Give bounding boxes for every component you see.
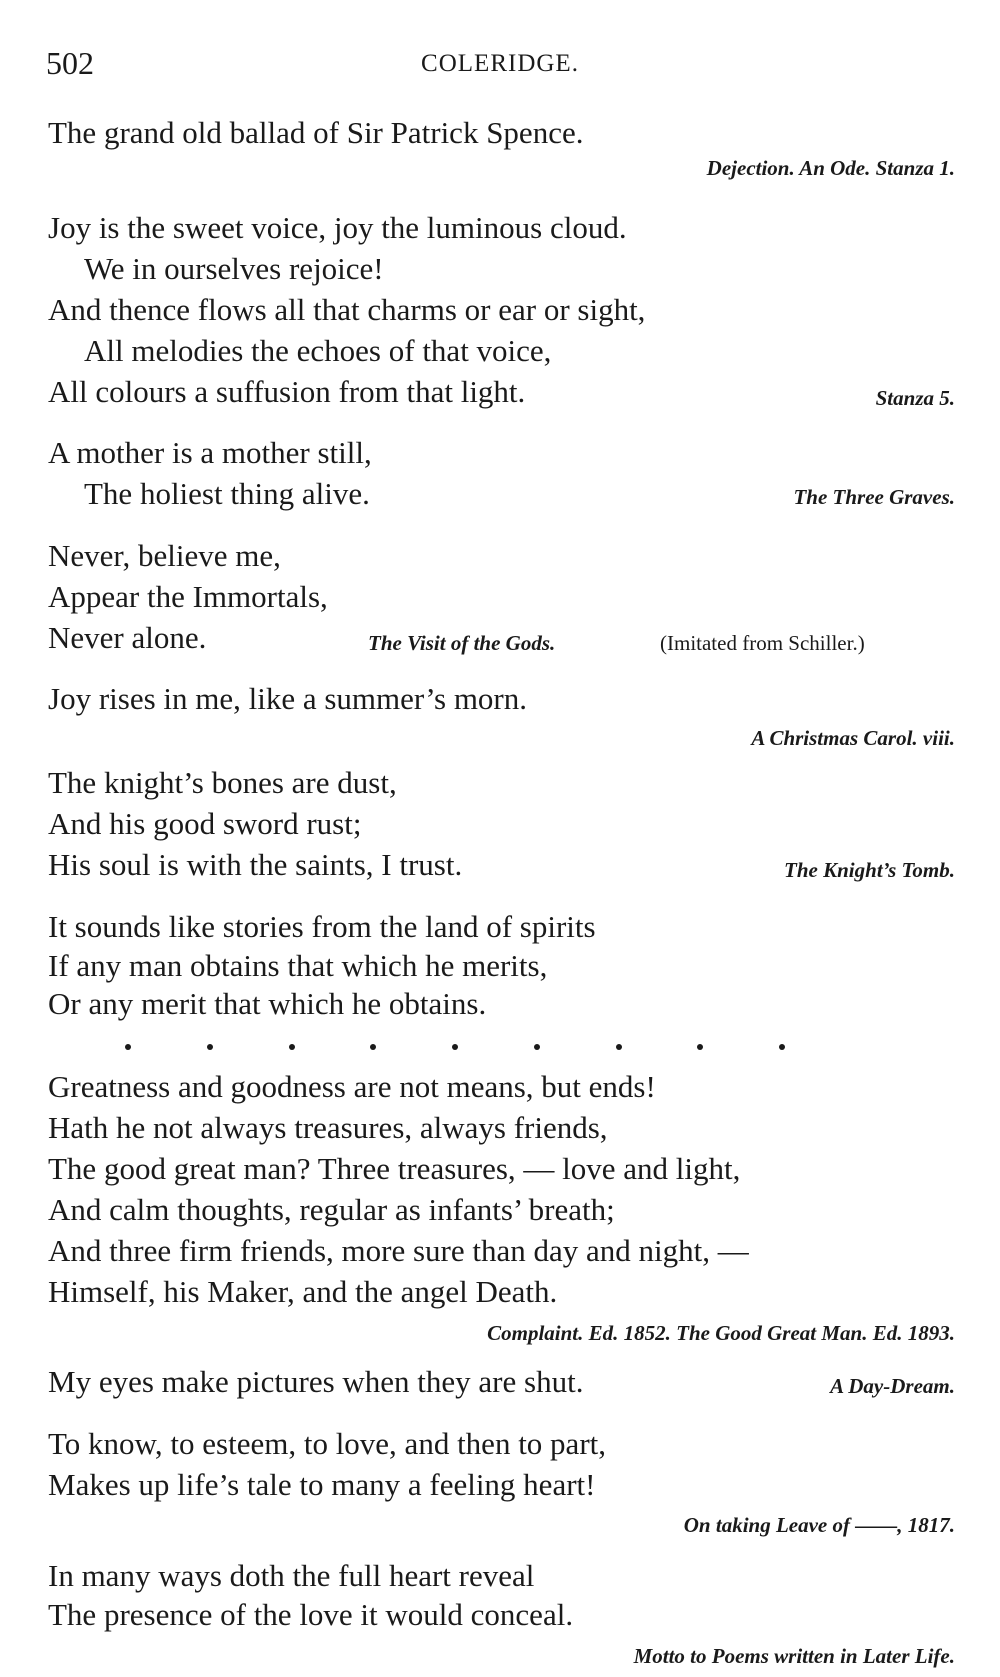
dot [125,1044,131,1050]
citation: Complaint. Ed. 1852. The Good Great Man. Ed. 1893. [487,1321,955,1345]
quote-line: It sounds like stories from the land of spirits [48,909,596,944]
quote-line: Joy rises in me, like a summer’s morn. [48,681,528,716]
dot [452,1044,458,1050]
citation: A Christmas Carol. viii. [751,726,955,750]
quote-line: The holiest thing alive. [84,476,370,511]
dot [697,1044,703,1050]
quote-line: All melodies the echoes of that voice, [84,333,552,368]
dot [534,1044,540,1050]
quote-line: The knight’s bones are dust, [48,765,397,800]
quote-line: In many ways doth the full heart reveal [48,1558,535,1593]
dot [370,1044,376,1050]
quote-line: If any man obtains that which he merits, [48,948,548,983]
page-number: 502 [46,45,94,81]
quote-line: The grand old ballad of Sir Patrick Spence. [48,115,584,150]
citation: A Day-Dream. [830,1374,955,1398]
quote-line: Appear the Immortals, [48,579,328,614]
quote-line: And his good sword rust; [48,806,362,841]
quote-line: And three firm friends, more sure than day and night, — [48,1233,749,1268]
citation: The Three Graves. [793,485,955,509]
quote-line: And calm thoughts, regular as infants’ breath; [48,1192,615,1227]
quote-line: The presence of the love it would conceal. [48,1597,574,1632]
quote-line: And thence flows all that charms or ear or sight, [48,292,646,327]
quote-line: All colours a suffusion from that light. [48,374,526,409]
citation: Stanza 5. [875,386,955,410]
quote-line: Makes up life’s tale to many a feeling heart! [48,1467,596,1502]
quote-line: A mother is a mother still, [48,435,372,470]
ellipsis-dots [125,1044,785,1050]
citation-note: (Imitated from Schiller.) [660,631,865,655]
quote-line: Hath he not always treasures, always friends, [48,1110,608,1145]
dot [207,1044,213,1050]
citation: The Knight’s Tomb. [784,858,955,882]
dot [616,1044,622,1050]
dot [289,1044,295,1050]
dot [779,1044,785,1050]
quote-line: Never alone. [48,620,207,655]
quote-line: His soul is with the saints, I trust. [48,847,463,882]
quote-line: My eyes make pictures when they are shut. [48,1364,584,1399]
quote-line: Or any merit that which he obtains. [48,986,487,1021]
quote-line: To know, to esteem, to love, and then to part, [48,1426,606,1461]
quote-line: Never, believe me, [48,538,281,573]
quote-line: Joy is the sweet voice, joy the luminous cloud. [48,210,627,245]
citation: The Visit of the Gods. [368,631,556,655]
quote-line: The good great man? Three treasures, — love and light, [48,1151,741,1186]
citation: On taking Leave of ——, 1817. [683,1513,955,1537]
quote-line: Greatness and goodness are not means, but ends! [48,1069,656,1104]
running-head: COLERIDGE. [421,50,579,77]
citation: Motto to Poems written in Later Life. [633,1644,955,1668]
quote-line: We in ourselves rejoice! [84,251,384,286]
citation: Dejection. An Ode. Stanza 1. [706,156,955,180]
quote-line: Himself, his Maker, and the angel Death. [48,1274,558,1309]
